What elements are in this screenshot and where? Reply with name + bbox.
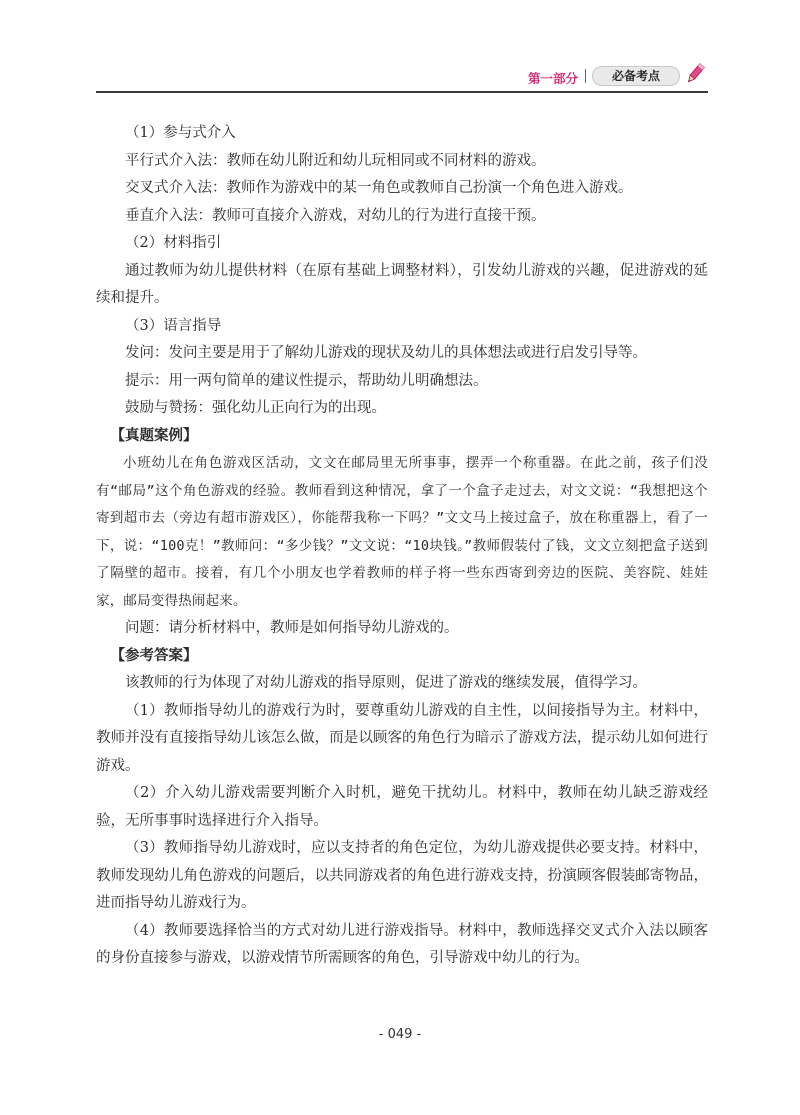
section-heading: 【参考答案】 [110,647,198,664]
body-paragraph: （2）材料指引 [125,235,222,251]
body-paragraph: 交叉式介入法：教师作为游戏中的某一角色或教师自己扮演一个角色进入游戏。 [125,180,633,196]
main-content [96,120,708,973]
section-badge: 必备考点 [592,66,680,86]
body-paragraph: 该教师的行为体现了对幼儿游戏的指导原则，促进了游戏的继续发展，值得学习。 [125,675,647,691]
body-paragraph: （3）教师指导幼儿游戏时，应以支持者的角色定位，为幼儿游戏提供必要支持。材料中，教师发现幼儿角色游戏的问题后，以共同游戏者的角色进行游戏支持，扮演顾客假装邮寄物品，进而指导幼儿游戏行为。 [96,840,708,911]
header-rule [96,91,708,93]
body-paragraph: （1）教师指导幼儿的游戏行为时，要尊重幼儿游戏的自主性，以间接指导为主。材料中，教师并没有直接指导幼儿该怎么做，而是以顾客的角色行为暗示了游戏方法，提示幼儿如何进行游戏。 [96,702,708,774]
body-paragraph: （1）参与式介入 [125,125,236,141]
header-divider [585,69,587,83]
case-paragraph: 小班幼儿在角色游戏区活动，文文在邮局里无所事事，摆弄一个称重器。在此之前，孩子们没有“邮局”这个角色游戏的经验。教师看到这种情况，拿了一个盒子走过去，对文文说：“我想把这个寄到超市去（旁边有超市游戏区），你能帮我称一下吗？”文文马上接过盒子，放在称重器上，看了一下，说：“100克！”教师问：“多少钱？”文文说：“10块钱。”教师假装付了钱，文文立刻把盒子送到了隔壁的超市。接着，有几个小朋友也学着教师的样子将一些东西寄到旁边的医院、美容院、娃娃家，邮局变得热闹起来。 [96,455,708,609]
body-paragraph: （2）介入幼儿游戏需要判断介入时机，避免干扰幼儿。材料中，教师在幼儿缺乏游戏经验，无所事事时选择进行介入指导。 [96,785,708,829]
section-label: 第一部分 [527,71,578,86]
pencil-icon [684,62,706,86]
body-paragraph: 垂直介入法：教师可直接介入游戏，对幼儿的行为进行直接干预。 [125,207,546,224]
body-paragraph: 发问：发问主要是用于了解幼儿游戏的现状及幼儿的具体想法或进行启发引导等。 [125,345,647,361]
body-paragraph: 问题：请分析材料中，教师是如何指导幼儿游戏的。 [125,620,459,636]
section-heading: 【真题案例】 [110,427,198,444]
page-header [96,64,708,92]
body-paragraph: 通过教师为幼儿提供材料（在原有基础上调整材料），引发幼儿游戏的兴趣，促进游戏的延续和提升。 [96,262,708,306]
body-paragraph: 提示：用一两句简单的建议性提示，帮助幼儿明确想法。 [125,372,488,389]
body-paragraph: 平行式介入法：教师在幼儿附近和幼儿玩相同或不同材料的游戏。 [125,152,546,169]
page-number: - 049 - [378,1027,422,1042]
body-paragraph: （4）教师要选择恰当的方式对幼儿进行游戏指导。材料中，教师选择交叉式介入法以顾客的身份直接参与游戏，以游戏情节所需顾客的角色，引导游戏中幼儿的行为。 [96,922,708,966]
body-paragraph: 鼓励与赞扬：强化幼儿正向行为的出现。 [125,400,386,416]
body-paragraph: （3）语言指导 [125,317,222,334]
